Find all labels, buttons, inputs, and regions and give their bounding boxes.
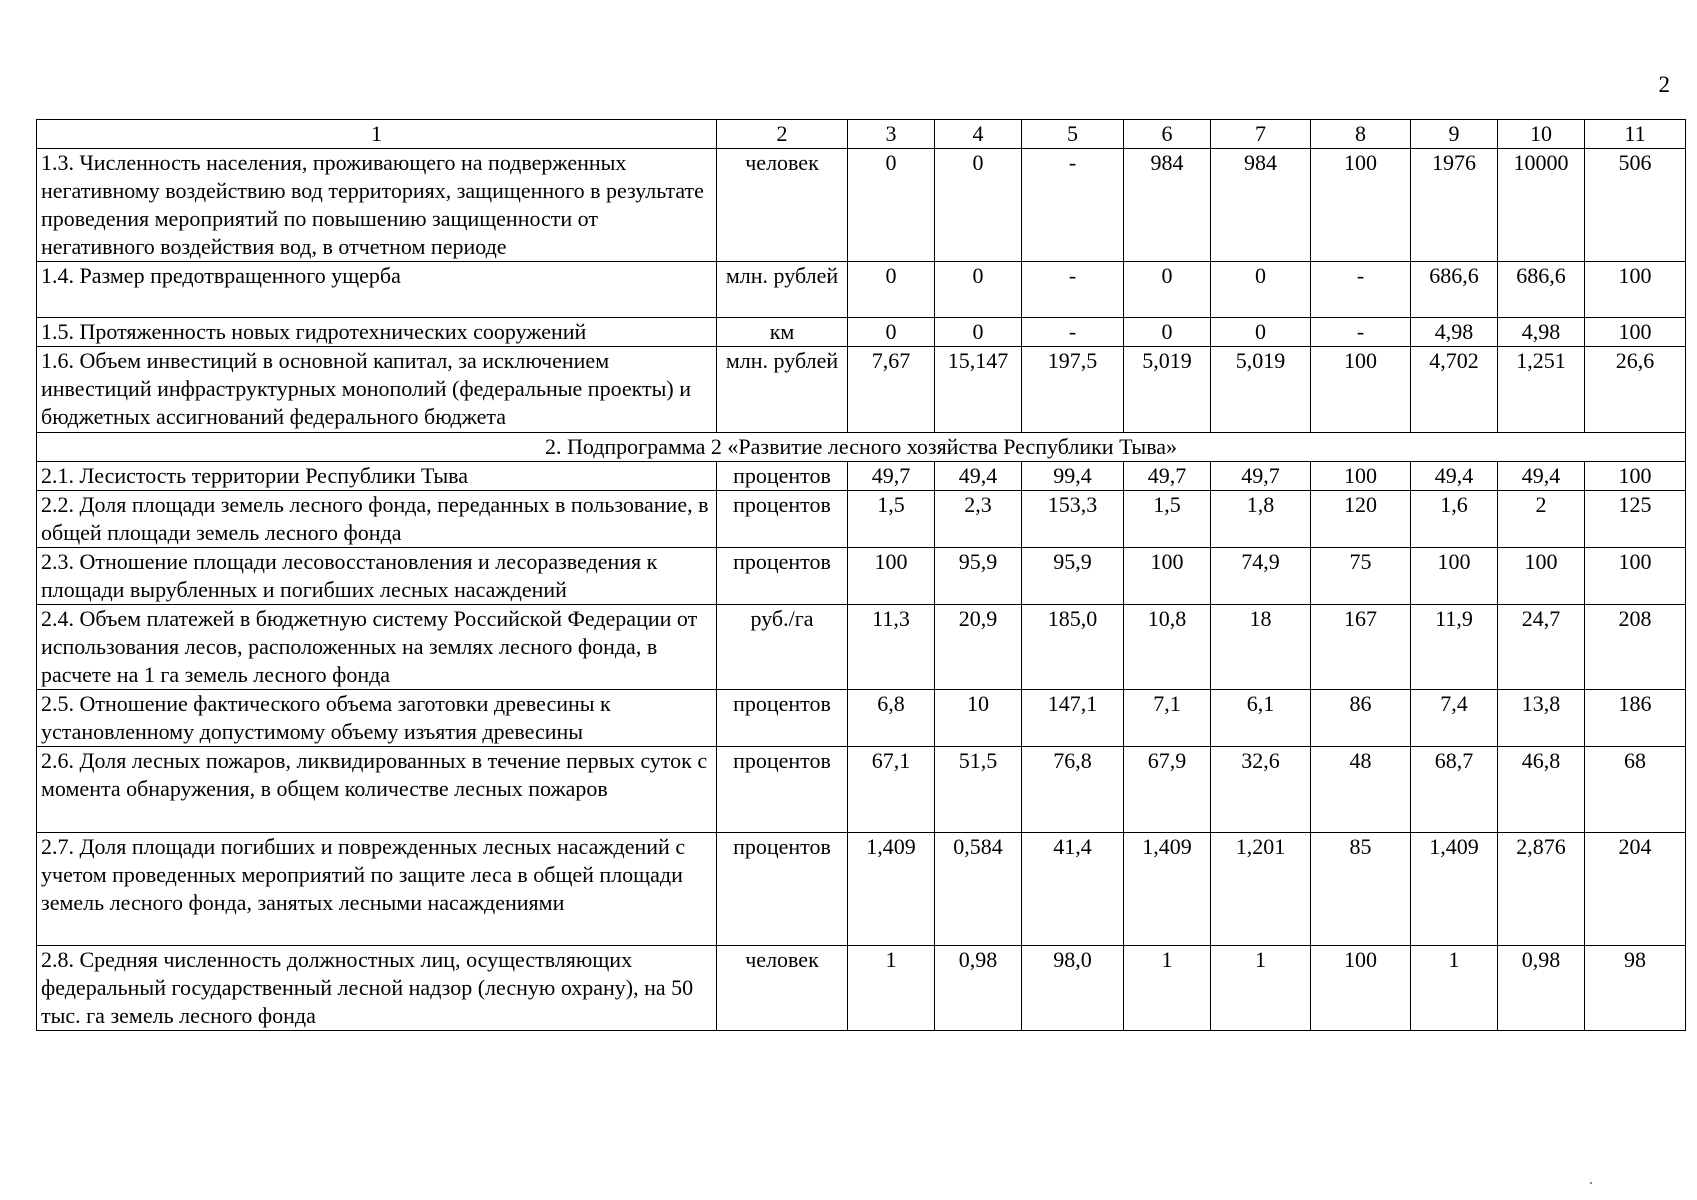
column-header: 3	[848, 120, 935, 149]
value-cell: 49,4	[1411, 462, 1498, 491]
value-cell: 68,7	[1411, 747, 1498, 833]
value-cell: 984	[1211, 149, 1311, 262]
value-cell: 86	[1311, 690, 1411, 747]
value-cell: 0,584	[935, 833, 1022, 946]
table-row	[37, 491, 1686, 548]
value-cell: 0	[935, 149, 1022, 262]
value-cell: 15,147	[935, 347, 1022, 433]
unit-cell: процентов	[717, 491, 848, 548]
value-cell: -	[1022, 262, 1124, 318]
value-cell: 1976	[1411, 149, 1498, 262]
value-cell: 0	[1124, 318, 1211, 347]
section-row	[37, 433, 1686, 462]
value-cell: 10000	[1498, 149, 1585, 262]
value-cell: 204	[1585, 833, 1686, 946]
column-header: 7	[1211, 120, 1311, 149]
value-cell: 100	[1411, 548, 1498, 605]
value-cell: 186	[1585, 690, 1686, 747]
indicator-name: 1.6. Объем инвестиций в основной капитал, за исключением инвестиций инфраструктурных монополий (федеральные проекты) и бюджетных ассигнований федерального бюджета	[37, 347, 717, 433]
indicators-table	[36, 119, 1686, 1031]
indicator-name: 2.8. Средняя численность должностных лиц, осуществляющих федеральный государственный лесной надзор (лесную охрану), на 50 тыс. га земель лесного фонда	[37, 946, 717, 1031]
column-header: 1	[37, 120, 717, 149]
value-cell: 67,9	[1124, 747, 1211, 833]
value-cell: 1	[848, 946, 935, 1031]
unit-cell: человек	[717, 149, 848, 262]
value-cell: -	[1022, 318, 1124, 347]
value-cell: 95,9	[935, 548, 1022, 605]
value-cell: 0	[848, 318, 935, 347]
value-cell: 48	[1311, 747, 1411, 833]
table-row	[37, 946, 1686, 1031]
value-cell: 1,409	[1124, 833, 1211, 946]
table-row	[37, 605, 1686, 690]
table-row	[37, 747, 1686, 833]
value-cell: -	[1311, 318, 1411, 347]
value-cell: 0	[848, 149, 935, 262]
table-row	[37, 318, 1686, 347]
table-row	[37, 833, 1686, 946]
value-cell: 99,4	[1022, 462, 1124, 491]
value-cell: 100	[1585, 262, 1686, 318]
indicator-name: 1.3. Численность населения, проживающего на подверженных негативному воздействию вод территориях, защищенного в результате проведения мероприятий по повышению защищенности от негативного воздействия вод, в отчетном периоде	[37, 149, 717, 262]
indicator-name: 2.6. Доля лесных пожаров, ликвидированных в течение первых суток с момента обнаружения, в общем количестве лесных пожаров	[37, 747, 717, 833]
value-cell: 46,8	[1498, 747, 1585, 833]
indicator-name: 2.4. Объем платежей в бюджетную систему Российской Федерации от использования лесов, расположенных на землях лесного фонда, в расчете на 1 га земель лесного фонда	[37, 605, 717, 690]
value-cell: 1,251	[1498, 347, 1585, 433]
indicator-name: 2.3. Отношение площади лесовосстановления и лесоразведения к площади вырубленных и погибших лесных насаждений	[37, 548, 717, 605]
value-cell: 0,98	[1498, 946, 1585, 1031]
page-number: 2	[1658, 72, 1670, 97]
column-header: 8	[1311, 120, 1411, 149]
value-cell: 49,4	[1498, 462, 1585, 491]
value-cell: 4,702	[1411, 347, 1498, 433]
column-header: 10	[1498, 120, 1585, 149]
value-cell: 100	[1311, 462, 1411, 491]
unit-cell: процентов	[717, 548, 848, 605]
unit-cell: млн. рублей	[717, 262, 848, 318]
value-cell: 6,1	[1211, 690, 1311, 747]
value-cell: 1,201	[1211, 833, 1311, 946]
value-cell: 49,7	[848, 462, 935, 491]
value-cell: 100	[1311, 946, 1411, 1031]
value-cell: 1,409	[1411, 833, 1498, 946]
value-cell: 7,4	[1411, 690, 1498, 747]
column-header: 5	[1022, 120, 1124, 149]
value-cell: 506	[1585, 149, 1686, 262]
value-cell: 1	[1124, 946, 1211, 1031]
value-cell: 185,0	[1022, 605, 1124, 690]
value-cell: 0	[1211, 318, 1311, 347]
value-cell: 7,67	[848, 347, 935, 433]
value-cell: 0	[1124, 262, 1211, 318]
value-cell: 1,8	[1211, 491, 1311, 548]
value-cell: 125	[1585, 491, 1686, 548]
value-cell: 76,8	[1022, 747, 1124, 833]
value-cell: 2,3	[935, 491, 1022, 548]
value-cell: 2	[1498, 491, 1585, 548]
value-cell: 24,7	[1498, 605, 1585, 690]
value-cell: 100	[1498, 548, 1585, 605]
value-cell: 120	[1311, 491, 1411, 548]
value-cell: 4,98	[1498, 318, 1585, 347]
value-cell: 0	[1211, 262, 1311, 318]
value-cell: 98,0	[1022, 946, 1124, 1031]
unit-cell: процентов	[717, 833, 848, 946]
value-cell: 20,9	[935, 605, 1022, 690]
value-cell: 100	[1311, 149, 1411, 262]
value-cell: 32,6	[1211, 747, 1311, 833]
indicator-name: 1.4. Размер предотвращенного ущерба	[37, 262, 717, 318]
value-cell: 41,4	[1022, 833, 1124, 946]
column-header: 4	[935, 120, 1022, 149]
indicator-name: 2.1. Лесистость территории Республики Тыва	[37, 462, 717, 491]
indicator-name: 1.5. Протяженность новых гидротехнических сооружений	[37, 318, 717, 347]
indicator-name: 2.7. Доля площади погибших и поврежденных лесных насаждений с учетом проведенных мероприятий по защите леса в общей площади земель лесного фонда, занятых лесными насаждениями	[37, 833, 717, 946]
value-cell: 686,6	[1411, 262, 1498, 318]
value-cell: 74,9	[1211, 548, 1311, 605]
unit-cell: км	[717, 318, 848, 347]
value-cell: 51,5	[935, 747, 1022, 833]
value-cell: 98	[1585, 946, 1686, 1031]
value-cell: 153,3	[1022, 491, 1124, 548]
value-cell: 85	[1311, 833, 1411, 946]
value-cell: 100	[1585, 318, 1686, 347]
value-cell: 26,6	[1585, 347, 1686, 433]
value-cell: 1,409	[848, 833, 935, 946]
value-cell: 208	[1585, 605, 1686, 690]
value-cell: 147,1	[1022, 690, 1124, 747]
indicator-name: 2.5. Отношение фактического объема заготовки древесины к установленному допустимому объему изъятия древесины	[37, 690, 717, 747]
value-cell: 1,5	[848, 491, 935, 548]
value-cell: 0	[848, 262, 935, 318]
table-row	[37, 690, 1686, 747]
value-cell: 11,9	[1411, 605, 1498, 690]
value-cell: 1,6	[1411, 491, 1498, 548]
column-number-row	[37, 120, 1686, 149]
value-cell: -	[1311, 262, 1411, 318]
value-cell: 1	[1211, 946, 1311, 1031]
value-cell: -	[1022, 149, 1124, 262]
column-header: 11	[1585, 120, 1686, 149]
value-cell: 0	[935, 262, 1022, 318]
value-cell: 100	[1311, 347, 1411, 433]
value-cell: 100	[1585, 462, 1686, 491]
scan-speck	[1590, 1182, 1592, 1184]
value-cell: 75	[1311, 548, 1411, 605]
value-cell: 2,876	[1498, 833, 1585, 946]
value-cell: 10	[935, 690, 1022, 747]
value-cell: 6,8	[848, 690, 935, 747]
value-cell: 49,4	[935, 462, 1022, 491]
value-cell: 95,9	[1022, 548, 1124, 605]
unit-cell: руб./га	[717, 605, 848, 690]
table-row	[37, 347, 1686, 433]
unit-cell: процентов	[717, 462, 848, 491]
value-cell: 11,3	[848, 605, 935, 690]
value-cell: 4,98	[1411, 318, 1498, 347]
value-cell: 49,7	[1124, 462, 1211, 491]
table-row	[37, 462, 1686, 491]
value-cell: 0	[935, 318, 1022, 347]
value-cell: 49,7	[1211, 462, 1311, 491]
value-cell: 167	[1311, 605, 1411, 690]
section-heading: 2. Подпрограмма 2 «Развитие лесного хозяйства Республики Тыва»	[37, 433, 1686, 462]
value-cell: 197,5	[1022, 347, 1124, 433]
unit-cell: процентов	[717, 690, 848, 747]
value-cell: 0,98	[935, 946, 1022, 1031]
value-cell: 13,8	[1498, 690, 1585, 747]
column-header: 2	[717, 120, 848, 149]
value-cell: 1,5	[1124, 491, 1211, 548]
value-cell: 100	[1124, 548, 1211, 605]
value-cell: 18	[1211, 605, 1311, 690]
indicator-name: 2.2. Доля площади земель лесного фонда, переданных в пользование, в общей площади земель лесного фонда	[37, 491, 717, 548]
value-cell: 7,1	[1124, 690, 1211, 747]
value-cell: 68	[1585, 747, 1686, 833]
value-cell: 100	[1585, 548, 1686, 605]
unit-cell: человек	[717, 946, 848, 1031]
table-row	[37, 149, 1686, 262]
column-header: 6	[1124, 120, 1211, 149]
value-cell: 10,8	[1124, 605, 1211, 690]
table-row	[37, 548, 1686, 605]
column-header: 9	[1411, 120, 1498, 149]
value-cell: 686,6	[1498, 262, 1585, 318]
unit-cell: процентов	[717, 747, 848, 833]
table-row	[37, 262, 1686, 318]
value-cell: 100	[848, 548, 935, 605]
value-cell: 67,1	[848, 747, 935, 833]
value-cell: 984	[1124, 149, 1211, 262]
value-cell: 5,019	[1124, 347, 1211, 433]
value-cell: 1	[1411, 946, 1498, 1031]
value-cell: 5,019	[1211, 347, 1311, 433]
unit-cell: млн. рублей	[717, 347, 848, 433]
